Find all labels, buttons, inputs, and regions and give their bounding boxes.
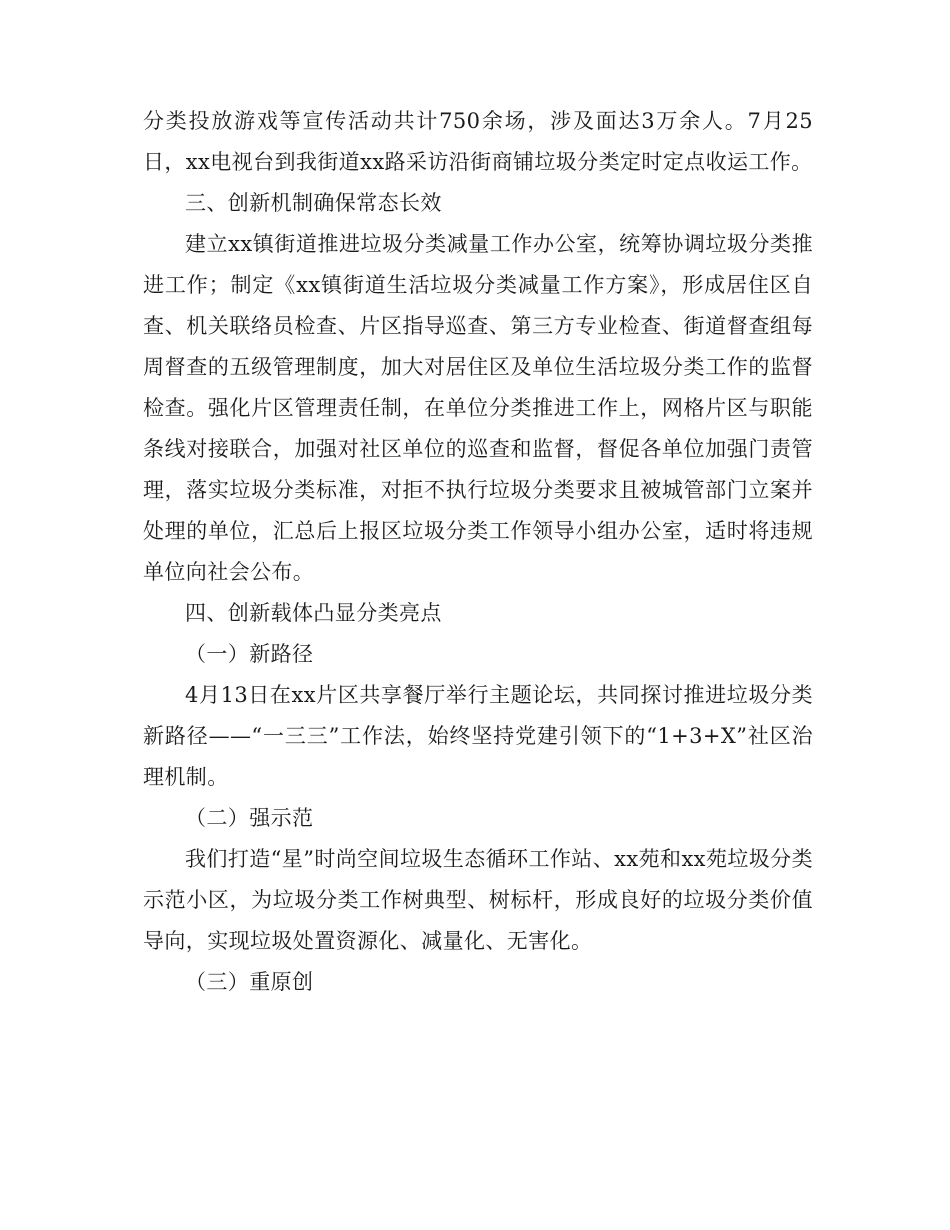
section-heading-4: 四、创新载体凸显分类亮点 — [185, 601, 442, 625]
paragraph-continuation: 分类投放游戏等宣传活动共计750余场，涉及面达3万余人。7月25日，xx电视台到我街道xx路采访沿街商铺垃圾分类定时定点收运工作。 — [143, 109, 813, 174]
subheading-new-path: （一）新路径 — [185, 642, 314, 666]
paragraph-mechanism: 建立xx镇街道推进垃圾分类减量工作办公室，统筹协调垃圾分类推进工作；制定《xx镇街道生活垃圾分类减量工作方案》，形成居住区自查、机关联络员检查、片区指导巡查、第三方专业检查、街道督查组每周督查的五级管理制度，加大对居住区及单位生活垃圾分类工作的监督检查。强化片区管理责任制，在单位分类推进工作上，网格片区与职能条线对接联合，加强对社区单位的巡查和监督，督促各单位加强门责管理，落实垃圾分类标准，对拒不执行垃圾分类要求且被城管部门立案并处理的单位，汇总后上报区垃圾分类工作领导小组办公室，适时将违规单位向社会公布。 — [143, 232, 813, 584]
paragraph-demonstration: 我们打造“星”时尚空间垃圾生态循环工作站、xx苑和xx苑垃圾分类示范小区，为垃圾分类工作树典型、树标杆，形成良好的垃圾分类价值导向，实现垃圾处置资源化、减量化、无害化。 — [143, 847, 813, 953]
subheading-originality: （三）重原创 — [185, 970, 314, 994]
paragraph-new-path: 4月13日在xx片区共享餐厅举行主题论坛，共同探讨推进垃圾分类新路径——“一三三”工作法，始终坚持党建引领下的“1+3+X”社区治理机制。 — [143, 683, 813, 789]
document-body — [143, 101, 813, 1003]
subheading-demonstration: （二）强示范 — [185, 806, 314, 830]
section-heading-3: 三、创新机制确保常态长效 — [185, 191, 442, 215]
